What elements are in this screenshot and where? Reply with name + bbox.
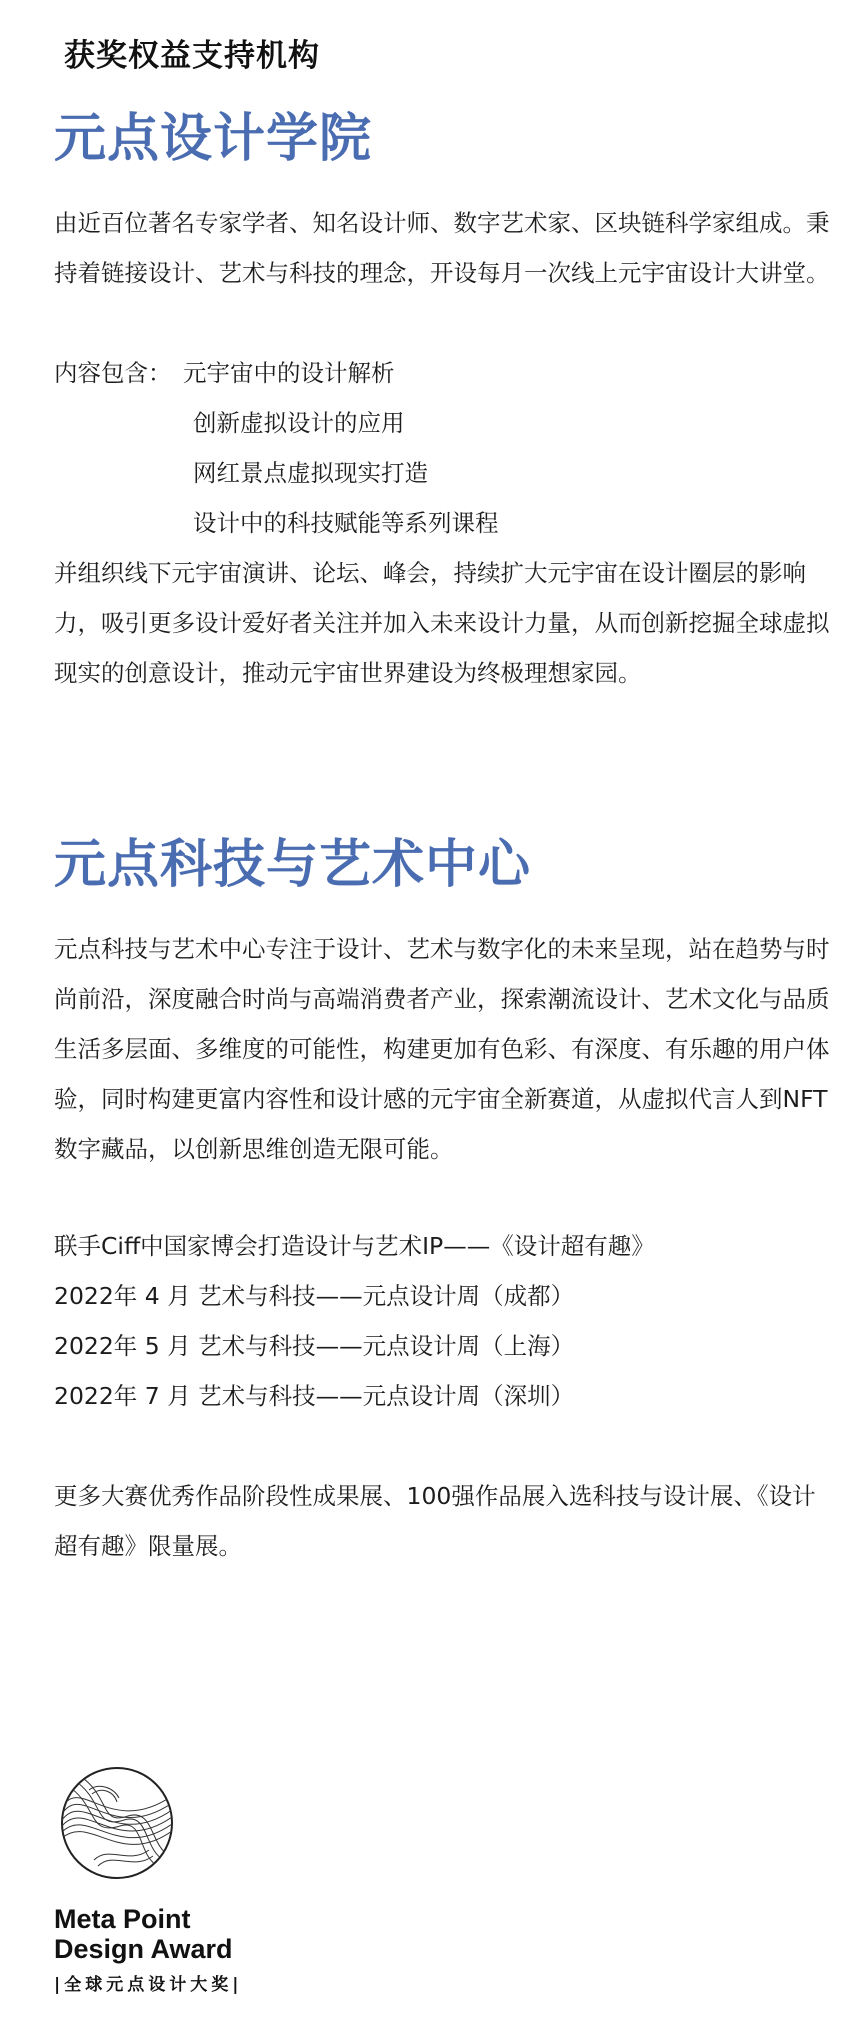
list-item: 设计中的科技赋能等系列课程: [193, 509, 499, 537]
section2-closing: 更多大赛优秀作品阶段性成果展、100强作品展入选科技与设计展、《设计超有趣》限量展。: [54, 1482, 816, 1560]
section1-intro: 由近百位著名专家学者、知名设计师、数字艺术家、区块链科学家组成。秉持着链接设计、艺术与科技的理念，开设每月一次线上元宇宙设计大讲堂。: [54, 209, 830, 287]
section1-closing: 并组织线下元宇宙演讲、论坛、峰会，持续扩大元宇宙在设计圈层的影响力，吸引更多设计爱好者关注并加入未来设计力量，从而创新挖掘全球虚拟现实的创意设计，推动元宇宙世界建设为终极理想家园。: [54, 559, 830, 687]
list-item: 网红景点虚拟现实打造: [193, 459, 428, 487]
event-item: 2022年 4 月 艺术与科技——元点设计周（成都）: [54, 1282, 575, 1310]
event-item: 2022年 7 月 艺术与科技——元点设计周（深圳）: [54, 1382, 575, 1410]
award-name-line2: Design Award: [54, 1934, 233, 1964]
list-item: 元宇宙中的设计解析: [183, 359, 395, 387]
event-item: 2022年 5 月 艺术与科技——元点设计周（上海）: [54, 1332, 575, 1360]
section-title-design-academy: 元点设计学院: [54, 109, 373, 169]
section2-intro: 元点科技与艺术中心专注于设计、艺术与数字化的未来呈现，站在趋势与时尚前沿，深度融合时尚与高端消费者产业，探索潮流设计、艺术文化与品质生活多层面、多维度的可能性，构建更加有色彩、有深度、有乐趣的用户体验，同时构建更富内容性和设计感的元宇宙全新赛道，从虚拟代言人到NFT数字藏品，以创新思维创造无限可能。: [54, 935, 830, 1163]
globe-swirl-icon: [54, 1760, 180, 1886]
section-title-tech-art-center: 元点科技与艺术中心: [54, 835, 532, 895]
content-label: 内容包含：: [54, 359, 172, 387]
list-item: 创新虚拟设计的应用: [193, 409, 405, 437]
award-name-cn: |全球元点设计大奖|: [54, 1975, 243, 1995]
award-logo: [54, 1760, 242, 1995]
page-heading: 获奖权益支持机构: [64, 38, 320, 74]
award-name-line1: Meta Point: [54, 1904, 191, 1934]
event-item: 联手Ciff中国家博会打造设计与艺术IP——《设计超有趣》: [54, 1232, 655, 1260]
